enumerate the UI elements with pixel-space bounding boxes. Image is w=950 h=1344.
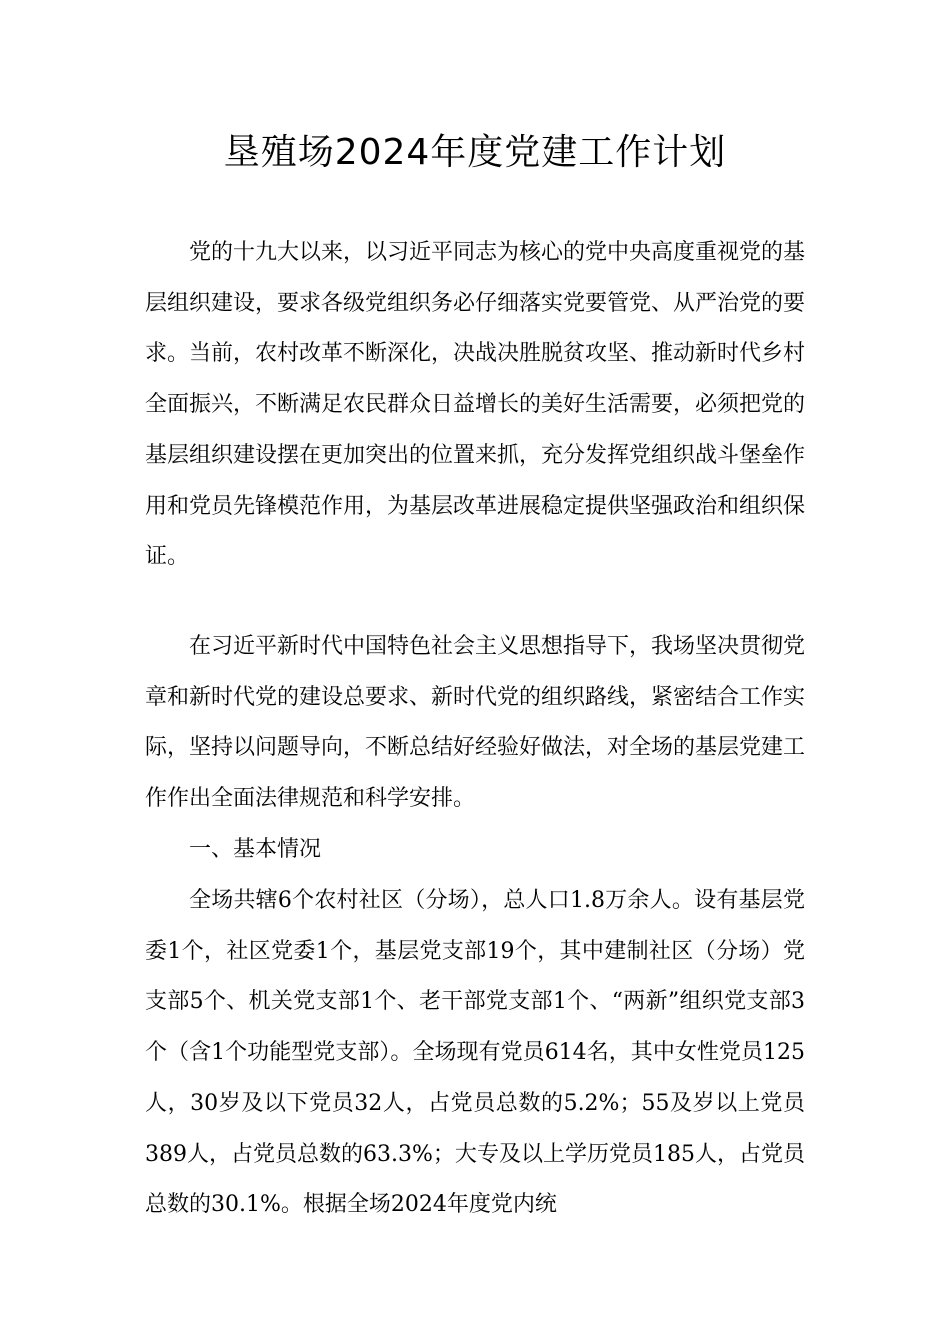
section-heading: 一、基本情况	[189, 837, 322, 862]
section-heading-basic-situation	[145, 825, 805, 876]
document-title: 垦殖场2024年度党建工作计划	[223, 132, 727, 173]
paragraph-intro	[145, 228, 805, 583]
paragraph-statistics	[145, 876, 805, 1231]
paragraph-guidance	[145, 622, 805, 825]
paragraph-text: 全场共辖6个农村社区（分场），总人口1.8万余人。设有基层党委1个，社区党委1个，基层党支部19个，其中建制社区（分场）党支部5个、机关党支部1个、老干部党支部1个、“两新”组织党支部3个（含1个功能型党支部）。全场现有党员614名，其中女性党员125人，30岁及以下党员32人，占党员总数的5.2%；55及岁以上党员389人，占党员总数的63.3%；大专及以上学历党员185人，占党员总数的30.1%。根据全场2024年度党内统	[145, 888, 805, 1218]
paragraph-text: 在习近平新时代中国特色社会主义思想指导下，我场坚决贯彻党章和新时代党的建设总要求、新时代党的组织路线，紧密结合工作实际，坚持以问题导向，不断总结好经验好做法，对全场的基层党建工作作出全面法律规范和科学安排。	[145, 634, 806, 812]
paragraph-text: 党的十九大以来，以习近平同志为核心的党中央高度重视党的基层组织建设，要求各级党组织务必仔细落实党要管党、从严治党的要求。当前，农村改革不断深化，决战决胜脱贫攻坚、推动新时代乡村全面振兴，不断满足农民群众日益增长的美好生活需要，必须把党的基层组织建设摆在更加突出的位置来抓，充分发挥党组织战斗堡垒作用和党员先锋模范作用，为基层改革进展稳定提供坚强政治和组织保证。	[145, 240, 806, 570]
